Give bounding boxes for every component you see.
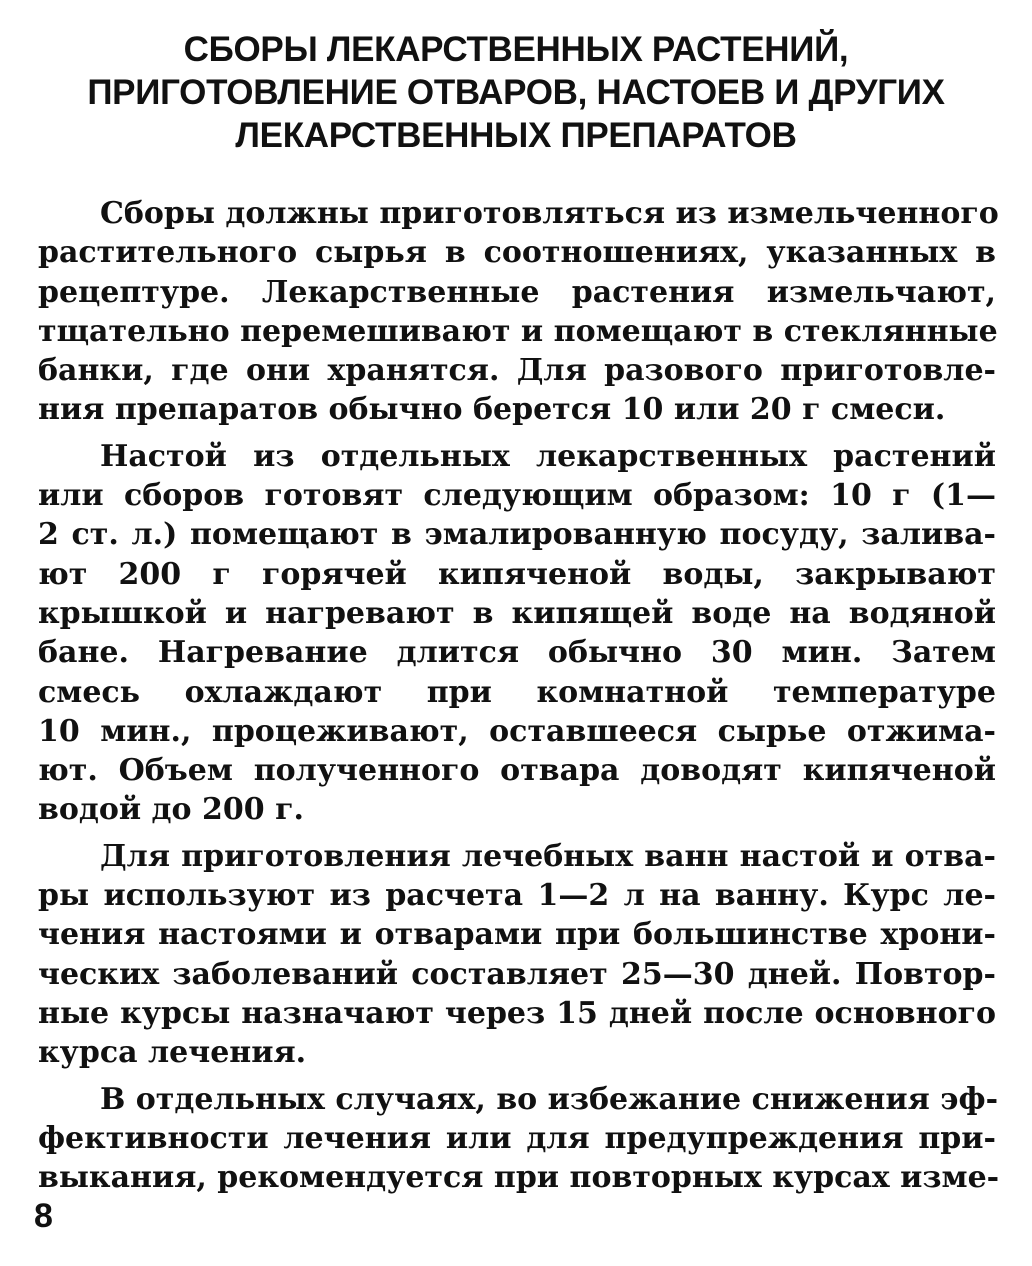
text-line: рецептуре. Лекарственные растения измельчают, bbox=[38, 274, 996, 310]
text-line: Для приготовления лечебных ванн настой и отва- bbox=[100, 838, 996, 874]
text-line: ры используют из расчета 1—2 л на ванну. Курс ле- bbox=[38, 878, 996, 914]
paragraph-repeat-courses bbox=[38, 1080, 1000, 1198]
text-line: тщательно перемешивают и помещают в стеклянные bbox=[38, 313, 998, 349]
text-line: или сборов готовят следующим образом: 10 г (1— bbox=[38, 478, 996, 514]
text-line: Настой из отдельных лекарственных растений bbox=[100, 438, 996, 474]
text-line: бане. Нагревание длится обычно 30 мин. Затем bbox=[38, 635, 996, 671]
title-line: ПРИГОТОВЛЕНИЕ ОТВАРОВ, НАСТОЕВ И ДРУГИХ bbox=[87, 73, 945, 112]
text-line: ют 200 г горячей кипяченой воды, закрывают bbox=[38, 556, 996, 592]
text-line: курса лечения. bbox=[38, 1035, 307, 1071]
text-line: крышкой и нагревают в кипящей воде на водяной bbox=[38, 595, 996, 631]
text-line: банки, где они хранятся. Для разового приготовле- bbox=[38, 353, 996, 389]
text-line: чения настоями и отварами при большинстве хрони- bbox=[38, 917, 996, 953]
body-text bbox=[38, 194, 1000, 1204]
text-line: фективности лечения или для предупреждения при- bbox=[38, 1120, 996, 1156]
text-line: ют. Объем полученного отвара доводят кипяченой bbox=[38, 753, 996, 789]
text-line: В отдельных случаях, во избежание снижения эф- bbox=[100, 1081, 999, 1117]
paragraph-infusion bbox=[38, 437, 996, 830]
paragraph-baths bbox=[38, 837, 996, 1073]
title-line: ЛЕКАРСТВЕННЫХ ПРЕПАРАТОВ bbox=[235, 116, 797, 155]
title-line: СБОРЫ ЛЕКАРСТВЕННЫХ РАСТЕНИЙ, bbox=[183, 30, 849, 69]
page-number: 8 bbox=[34, 1197, 53, 1235]
text-line: ния препаратов обычно берется 10 или 20 г смеси. bbox=[38, 392, 946, 428]
chapter-title bbox=[30, 28, 1002, 157]
text-line: 10 мин., процеживают, оставшееся сырье отжима- bbox=[38, 713, 996, 749]
text-line: растительного сырья в соотношениях, указанных в bbox=[38, 235, 996, 271]
text-line: водой до 200 г. bbox=[38, 792, 304, 828]
text-line: Сборы должны приготовляться из измельченного bbox=[100, 196, 999, 231]
paragraph-collections bbox=[38, 194, 999, 430]
text-line: смесь охлаждают при комнатной температуре bbox=[38, 674, 996, 710]
text-line: 2 ст. л.) помещают в эмалированную посуду, залива- bbox=[38, 517, 996, 553]
text-line: ческих заболеваний составляет 25—30 дней. Повтор- bbox=[38, 956, 996, 992]
text-line: выкания, рекомендуется при повторных курсах изме- bbox=[38, 1160, 1000, 1196]
text-line: ные курсы назначают через 15 дней после основного bbox=[38, 995, 996, 1031]
